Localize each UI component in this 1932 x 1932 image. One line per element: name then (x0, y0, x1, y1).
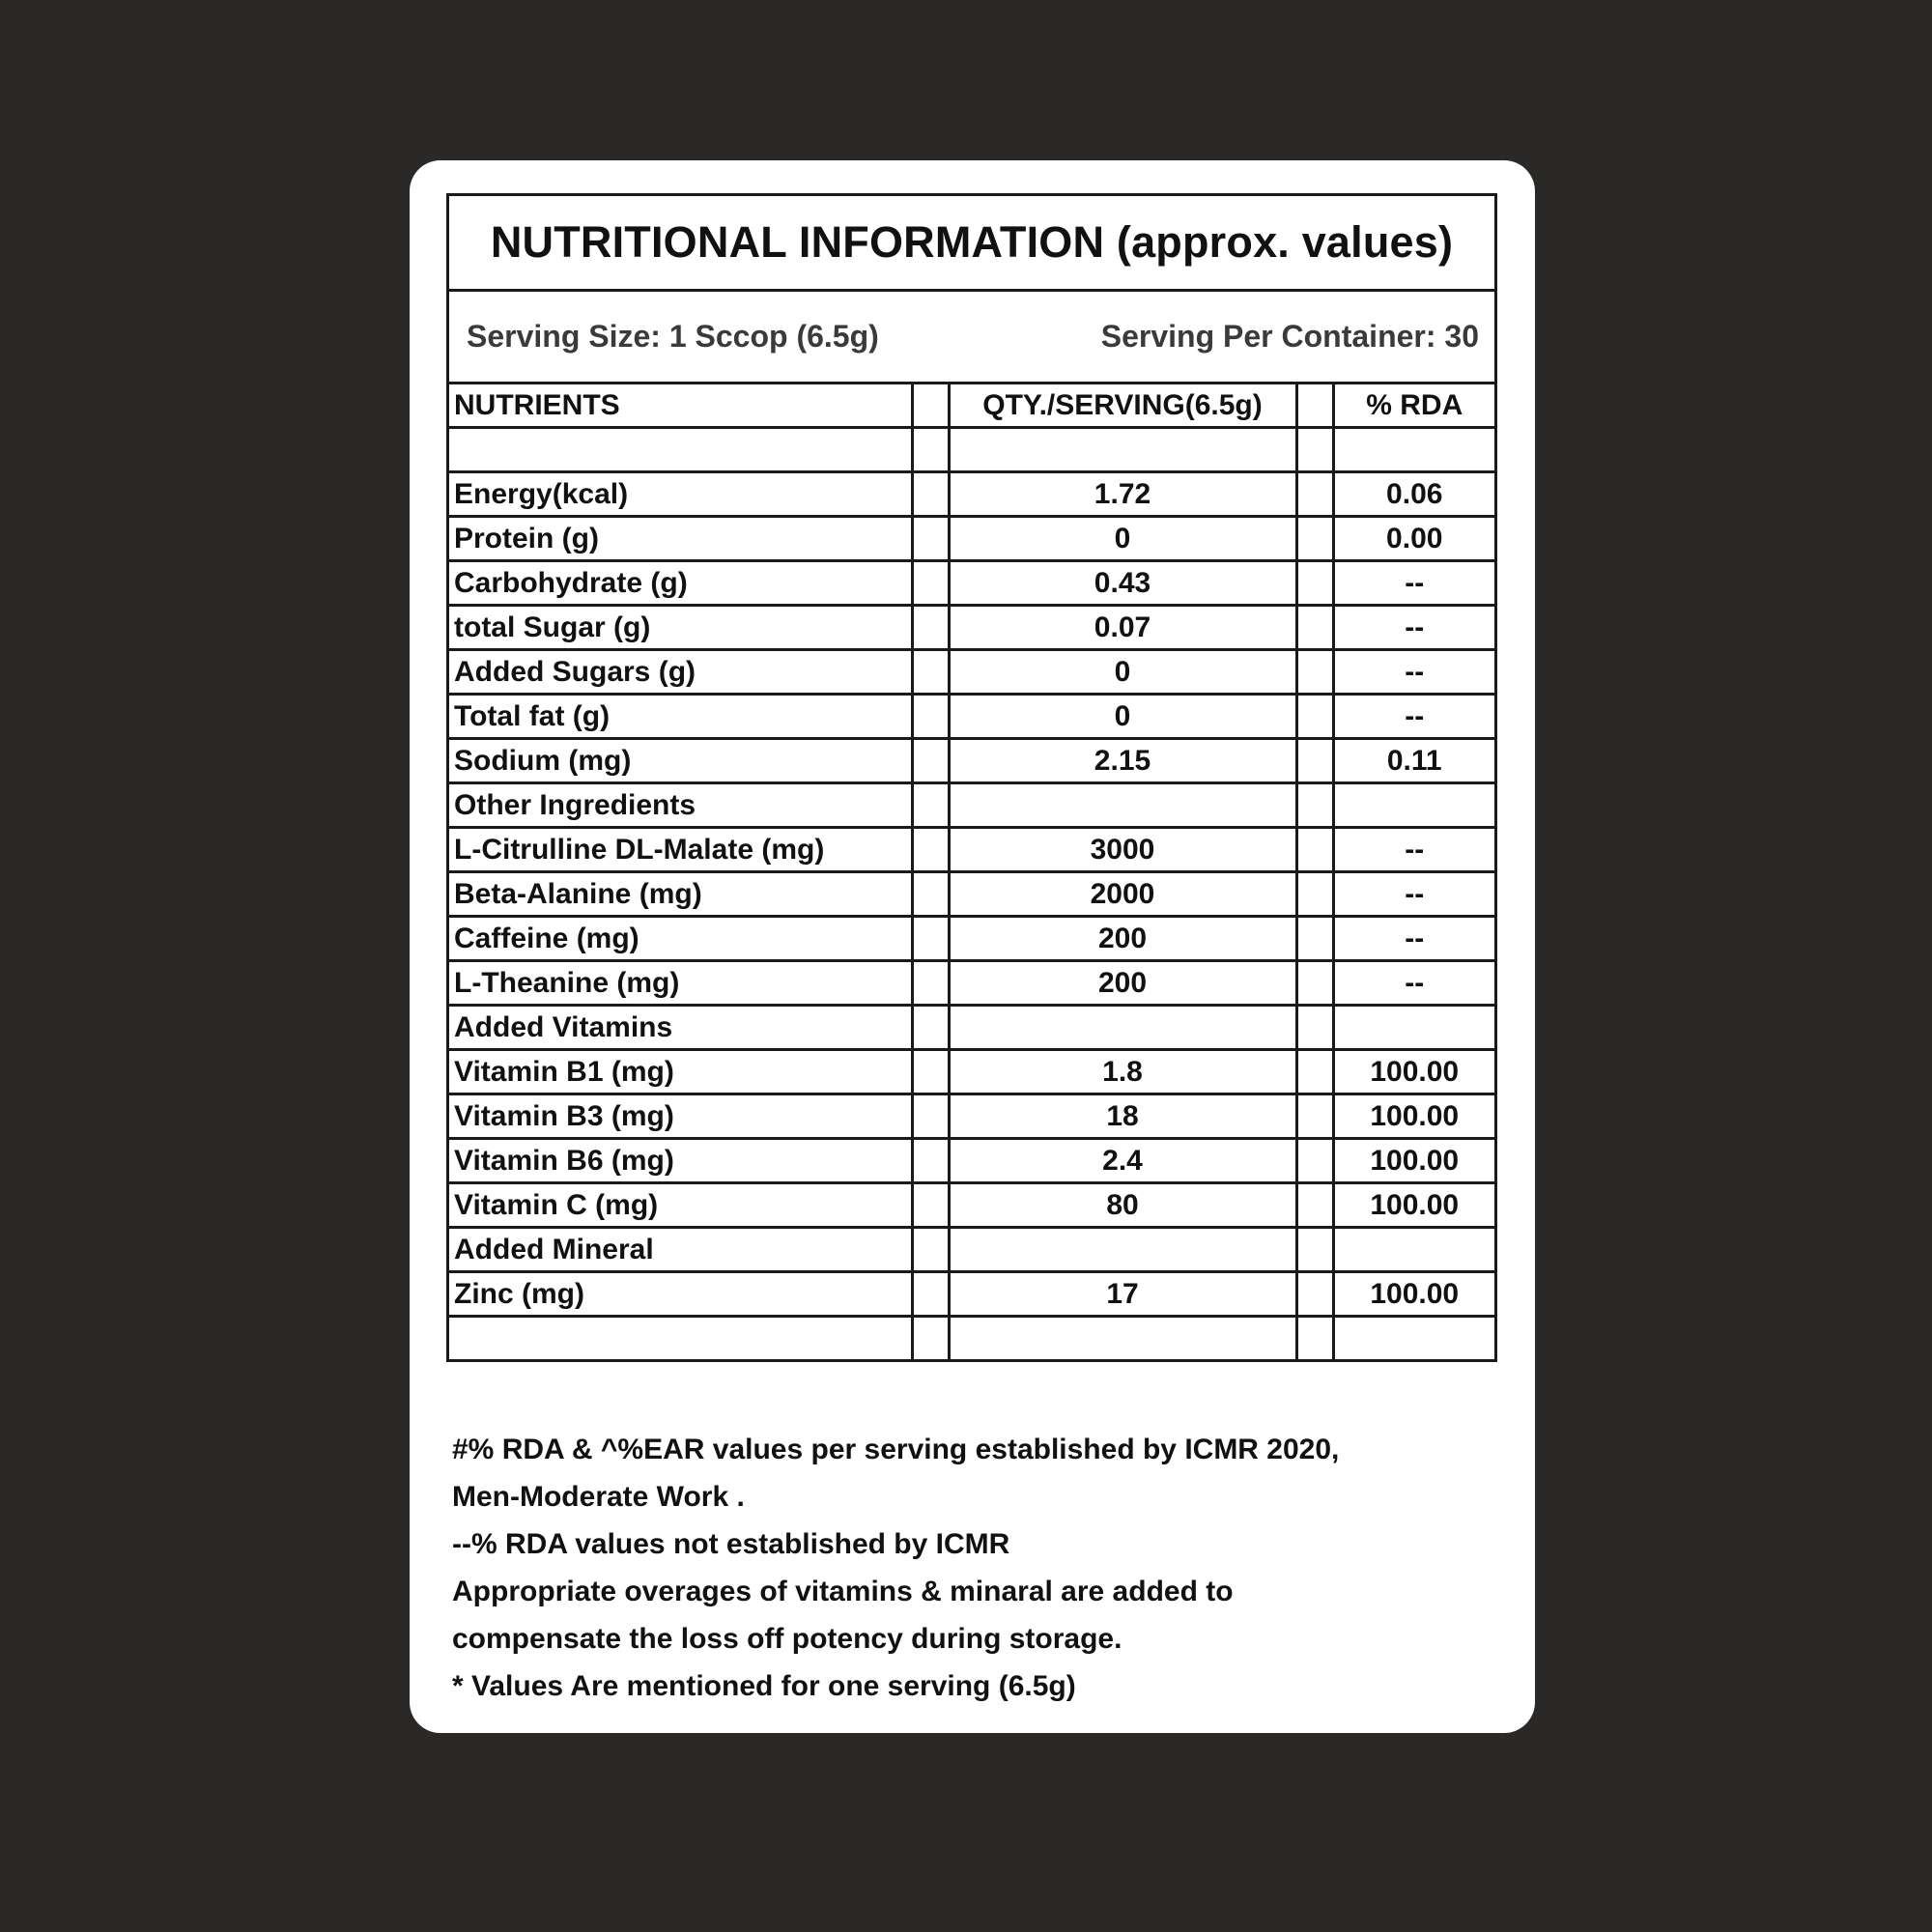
servings-per-container: Serving Per Container: 30 (1100, 319, 1479, 354)
spacer-cell (912, 606, 949, 650)
nutrient-qty: 1.8 (949, 1050, 1296, 1094)
nutrient-rda: 100.00 (1333, 1050, 1494, 1094)
spacer-cell (1296, 650, 1333, 695)
nutrient-name: L-Theanine (mg) (449, 961, 912, 1006)
spacer-cell (1296, 1183, 1333, 1228)
footnote-line: Appropriate overages of vitamins & minaral are added to (452, 1576, 1234, 1607)
footnote-line: Men-Moderate Work . (452, 1481, 745, 1513)
nutrient-rda: -- (1333, 561, 1494, 606)
table-row (449, 961, 1494, 1006)
nutrient-rda: -- (1333, 872, 1494, 917)
nutrient-name: L-Citrulline DL-Malate (mg) (449, 828, 912, 872)
nutrient-name: Vitamin B3 (mg) (449, 1094, 912, 1139)
nutrient-name: Added Sugars (g) (449, 650, 912, 695)
spacer-cell (912, 561, 949, 606)
table-row (449, 739, 1494, 783)
spacer-cell (912, 872, 949, 917)
spacer-cell (1296, 384, 1333, 428)
table-row (449, 872, 1494, 917)
spacer-cell (912, 1050, 949, 1094)
footnote-line: --% RDA values not established by ICMR (452, 1528, 1010, 1560)
spacer-cell (1296, 917, 1333, 961)
spacer-cell (912, 428, 949, 472)
spacer-cell (1296, 472, 1333, 517)
spacer-cell (912, 828, 949, 872)
nutrient-rda: 0.06 (1333, 472, 1494, 517)
table-row (449, 561, 1494, 606)
spacer-cell (1296, 517, 1333, 561)
nutrient-qty: 80 (949, 1183, 1296, 1228)
nutrient-qty: 0 (949, 650, 1296, 695)
table-row (449, 1094, 1494, 1139)
nutrient-name: Vitamin B1 (mg) (449, 1050, 912, 1094)
footnote-line: compensate the loss off potency during storage. (452, 1623, 1122, 1655)
nutrient-qty: 200 (949, 961, 1296, 1006)
spacer-cell (1296, 872, 1333, 917)
nutrient-rda: 0.11 (1333, 739, 1494, 783)
spacer-cell (1296, 1139, 1333, 1183)
nutrient-name: Protein (g) (449, 517, 912, 561)
nutrient-qty (949, 1228, 1296, 1272)
spacer-cell (912, 739, 949, 783)
spacer-cell (1296, 828, 1333, 872)
table-row (449, 1317, 1494, 1360)
nutrient-rda: -- (1333, 828, 1494, 872)
spacer-cell (912, 1094, 949, 1139)
header-nutrients: NUTRIENTS (449, 384, 912, 428)
spacer-cell (1296, 739, 1333, 783)
table-row (449, 695, 1494, 739)
nutrient-name (449, 1317, 912, 1360)
nutrient-qty: 3000 (949, 828, 1296, 872)
serving-info (449, 292, 1494, 384)
nutrient-name: Carbohydrate (g) (449, 561, 912, 606)
spacer-cell (912, 1183, 949, 1228)
label-title: NUTRITIONAL INFORMATION (approx. values) (490, 217, 1454, 267)
nutrient-rda: 100.00 (1333, 1139, 1494, 1183)
spacer-cell (1296, 606, 1333, 650)
footnotes (452, 1426, 1495, 1710)
nutrient-name: Total fat (g) (449, 695, 912, 739)
serving-size: Serving Size: 1 Sccop (6.5g) (467, 319, 879, 354)
nutrient-qty: 200 (949, 917, 1296, 961)
spacer-cell (1296, 1050, 1333, 1094)
spacer-cell (912, 650, 949, 695)
nutrient-name: Zinc (mg) (449, 1272, 912, 1317)
nutrient-qty: 0.43 (949, 561, 1296, 606)
nutrient-rda: -- (1333, 695, 1494, 739)
nutrition-label-card (410, 160, 1535, 1733)
nutrient-qty: 2.4 (949, 1139, 1296, 1183)
spacer-cell (912, 384, 949, 428)
nutrient-rda (1333, 428, 1494, 472)
nutrient-name: Beta-Alanine (mg) (449, 872, 912, 917)
nutrient-qty: 1.72 (949, 472, 1296, 517)
spacer-cell (1296, 783, 1333, 828)
nutrient-qty (949, 783, 1296, 828)
nutrient-rda: -- (1333, 606, 1494, 650)
nutrients-table-body (449, 384, 1494, 1359)
nutrient-name: Other Ingredients (449, 783, 912, 828)
spacer-cell (912, 517, 949, 561)
table-row (449, 783, 1494, 828)
nutrient-name: total Sugar (g) (449, 606, 912, 650)
nutrient-rda: -- (1333, 650, 1494, 695)
spacer-cell (912, 1006, 949, 1050)
nutrient-rda: 100.00 (1333, 1272, 1494, 1317)
nutrients-table (449, 384, 1494, 1359)
header-rda: % RDA (1333, 384, 1494, 428)
nutrient-rda (1333, 1228, 1494, 1272)
spacer-cell (1296, 961, 1333, 1006)
nutrition-table-frame (446, 193, 1497, 1362)
table-row (449, 517, 1494, 561)
nutrient-name (449, 428, 912, 472)
nutrient-rda (1333, 1006, 1494, 1050)
spacer-cell (1296, 1272, 1333, 1317)
nutrient-qty: 17 (949, 1272, 1296, 1317)
table-row (449, 606, 1494, 650)
table-header-row (449, 384, 1494, 428)
table-row (449, 1006, 1494, 1050)
spacer-cell (912, 1317, 949, 1360)
nutrient-qty (949, 1317, 1296, 1360)
nutrient-name: Caffeine (mg) (449, 917, 912, 961)
nutrient-qty (949, 1006, 1296, 1050)
spacer-cell (1296, 1094, 1333, 1139)
spacer-cell (1296, 1006, 1333, 1050)
table-row (449, 1183, 1494, 1228)
nutrient-name: Energy(kcal) (449, 472, 912, 517)
spacer-cell (912, 917, 949, 961)
spacer-cell (1296, 1228, 1333, 1272)
nutrient-rda (1333, 783, 1494, 828)
table-row (449, 1050, 1494, 1094)
nutrient-rda: 0.00 (1333, 517, 1494, 561)
nutrient-qty: 2.15 (949, 739, 1296, 783)
table-row (449, 650, 1494, 695)
spacer-cell (912, 783, 949, 828)
spacer-cell (1296, 695, 1333, 739)
nutrient-rda: -- (1333, 961, 1494, 1006)
nutrient-qty: 18 (949, 1094, 1296, 1139)
nutrient-qty: 0 (949, 695, 1296, 739)
nutrient-rda: 100.00 (1333, 1183, 1494, 1228)
spacer-cell (912, 1228, 949, 1272)
table-row (449, 828, 1494, 872)
nutrient-rda: 100.00 (1333, 1094, 1494, 1139)
table-row (449, 428, 1494, 472)
spacer-cell (1296, 561, 1333, 606)
spacer-cell (912, 472, 949, 517)
header-qty: QTY./SERVING(6.5g) (949, 384, 1296, 428)
spacer-cell (912, 961, 949, 1006)
spacer-cell (912, 695, 949, 739)
footnote-line: #% RDA & ^%EAR values per serving established by ICMR 2020, (452, 1434, 1340, 1465)
footnote-line: * Values Are mentioned for one serving (6.5g) (452, 1670, 1076, 1702)
spacer-cell (912, 1272, 949, 1317)
nutrient-name: Added Mineral (449, 1228, 912, 1272)
nutrient-name: Sodium (mg) (449, 739, 912, 783)
nutrient-name: Vitamin C (mg) (449, 1183, 912, 1228)
spacer-cell (912, 1139, 949, 1183)
table-row (449, 917, 1494, 961)
nutrient-qty: 2000 (949, 872, 1296, 917)
spacer-cell (1296, 428, 1333, 472)
table-row (449, 1272, 1494, 1317)
nutrient-rda: -- (1333, 917, 1494, 961)
spacer-cell (1296, 1317, 1333, 1360)
table-row (449, 1228, 1494, 1272)
nutrient-name: Vitamin B6 (mg) (449, 1139, 912, 1183)
nutrient-name: Added Vitamins (449, 1006, 912, 1050)
nutrient-rda (1333, 1317, 1494, 1360)
nutrient-qty: 0 (949, 517, 1296, 561)
table-row (449, 1139, 1494, 1183)
table-row (449, 472, 1494, 517)
nutrient-qty (949, 428, 1296, 472)
nutrient-qty: 0.07 (949, 606, 1296, 650)
title-box (449, 196, 1494, 292)
